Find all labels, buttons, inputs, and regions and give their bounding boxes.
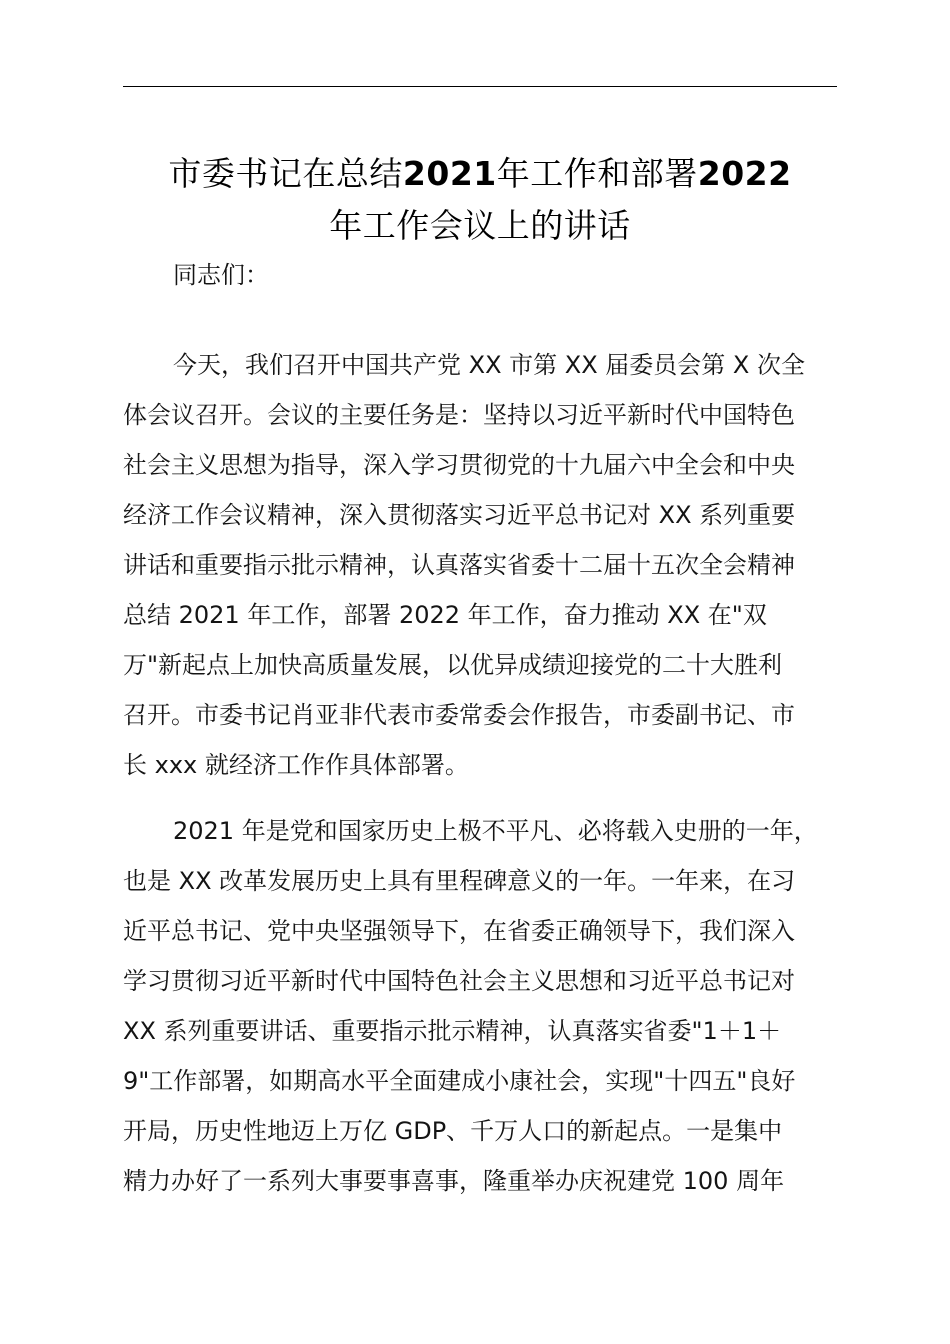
- paragraph-2-line: 9"工作部署，如期高水平全面建成小康社会，实现"十四五"良好: [123, 1067, 796, 1095]
- paragraph-2-line: 近平总书记、党中央坚强领导下，在省委正确领导下，我们深入: [123, 917, 795, 945]
- paragraph-2: [123, 806, 838, 1206]
- paragraph-1-line: 经济工作会议精神，深入贯彻落实习近平总书记对 XX 系列重要: [123, 501, 796, 529]
- paragraph-1: [123, 340, 838, 790]
- paragraph-2-line: 也是 XX 改革发展历史上具有里程碑意义的一年。一年来，在习: [123, 867, 796, 895]
- document-title: [110, 148, 850, 252]
- title-year-2022: 2022: [697, 154, 792, 193]
- paragraph-2-line: 2021 年是党和国家历史上极不平凡、必将载入史册的一年，: [173, 817, 818, 845]
- paragraph-1-line: 讲话和重要指示批示精神，认真落实省委十二届十五次全会精神: [123, 551, 795, 579]
- paragraph-2-line: 开局，历史性地迈上万亿 GDP、千万人口的新起点。一是集中: [123, 1117, 783, 1145]
- greeting-text: 同志们：: [173, 261, 269, 289]
- paragraph-1-line: 总结 2021 年工作，部署 2022 年工作，奋力推动 XX 在"双: [123, 601, 767, 629]
- greeting: [123, 250, 838, 300]
- title-part-e: 年工作会议上的讲话: [329, 206, 631, 245]
- paragraph-1-line: 今天，我们召开中国共产党 XX 市第 XX 届委员会第 X 次全: [173, 351, 805, 379]
- paragraph-2-line: XX 系列重要讲话、重要指示批示精神，认真落实省委"1＋1＋: [123, 1017, 782, 1045]
- paragraph-1-line: 召开。市委书记肖亚非代表市委常委会作报告，市委副书记、市: [123, 701, 795, 729]
- title-year-2021: 2021: [402, 154, 497, 193]
- title-part-a: 市委书记在总结: [168, 154, 403, 193]
- paragraph-2-line: 学习贯彻习近平新时代中国特色社会主义思想和习近平总书记对: [123, 967, 795, 995]
- header-rule: [123, 86, 837, 87]
- paragraph-1-line: 万"新起点上加快高质量发展，以优异成绩迎接党的二十大胜利: [123, 651, 783, 679]
- title-part-c: 年工作和部署: [496, 154, 698, 193]
- paragraph-1-line: 体会议召开。会议的主要任务是：坚持以习近平新时代中国特色: [123, 401, 795, 429]
- paragraph-1-line: 社会主义思想为指导，深入学习贯彻党的十九届六中全会和中央: [123, 451, 795, 479]
- paragraph-2-line: 精力办好了一系列大事要事喜事，隆重举办庆祝建党 100 周年: [123, 1167, 785, 1195]
- paragraph-1-line: 长 xxx 就经济工作作具体部署。: [123, 751, 469, 779]
